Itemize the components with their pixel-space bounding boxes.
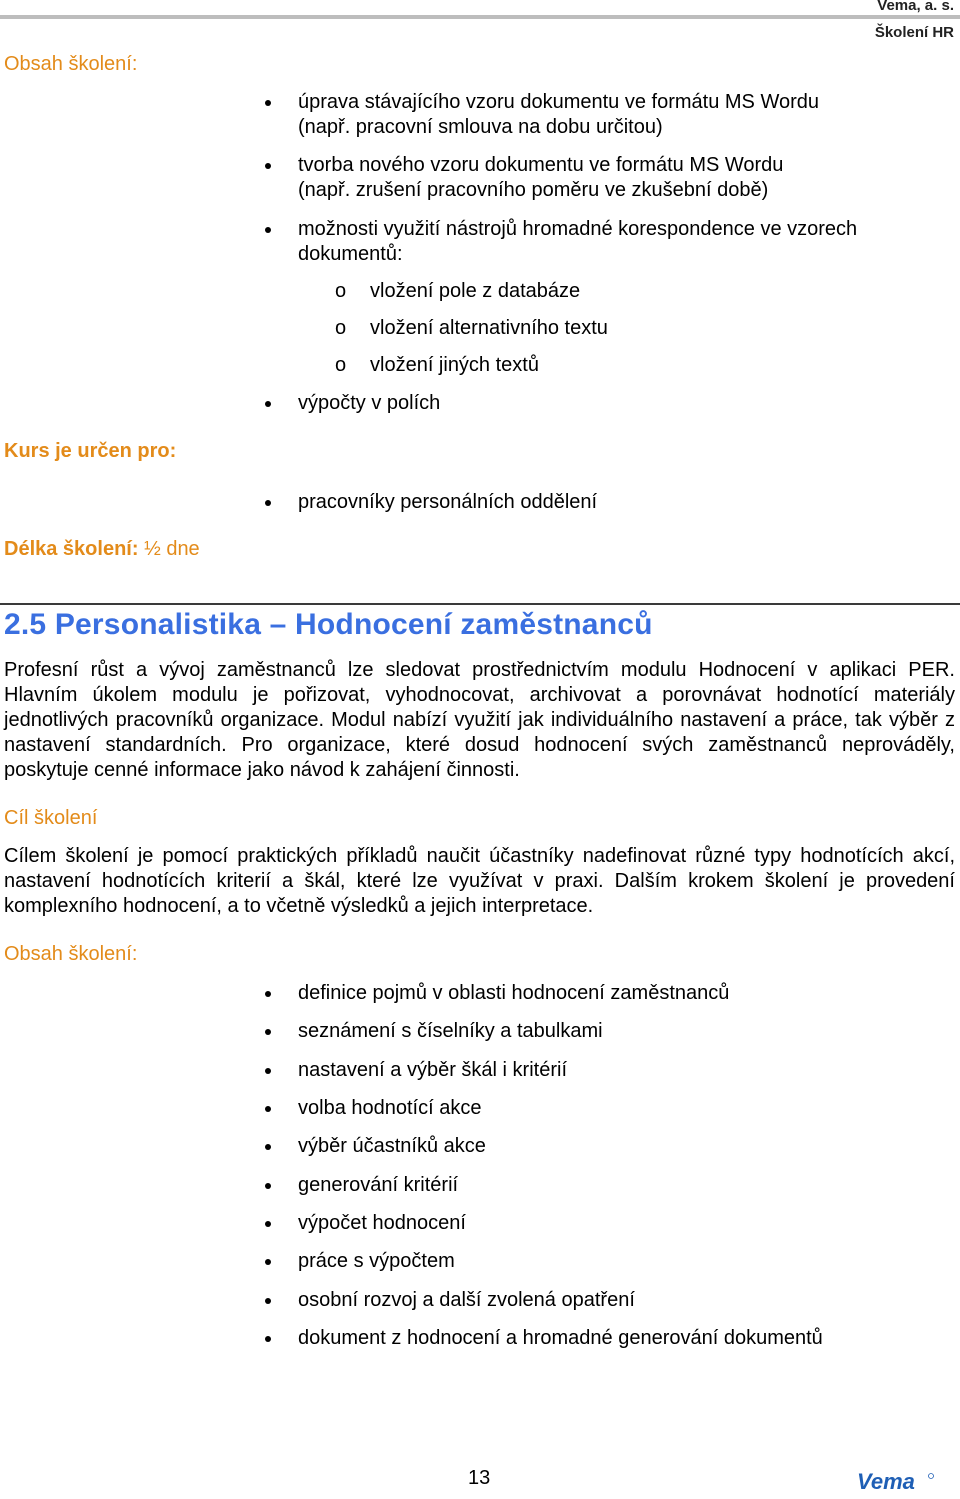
sub-list-item [0,353,960,378]
circle-bullet-icon: o [335,317,347,339]
list-item [0,90,960,140]
cil-paragraph: Cílem školení je pomocí praktických příkladů naučit účastníky nadefinovat různé typy hodnotících akcí, nastavení hodnotících kriterií a škál, které lze využívat v praxi. Dalším krokem školení je provedení komplexního hodnocení, a to včetně výsledků a jejich interpretace. [4,845,955,917]
circle-bullet-icon: o [335,354,347,376]
obsah-label-top: Obsah školení: [4,53,138,75]
bullet-icon [265,227,271,233]
section-divider [0,603,960,605]
list-item-text: volba hodnotící akce [298,1097,482,1119]
vema-logo-text: Vema [857,1470,915,1494]
list-item [0,490,960,515]
kurs-label: Kurs je určen pro: [4,440,177,462]
list-item-line2: dokumentů: [298,243,403,265]
section-title: 2.5 Personalistika – Hodnocení zaměstnanců [4,608,653,641]
delka-label: Délka školení: [4,538,139,560]
list-item [0,1019,960,1044]
list-item [0,391,960,416]
list-item [0,1249,960,1274]
page-number: 13 [468,1467,491,1489]
list-item [0,1326,960,1351]
bullet-icon [265,163,271,169]
bullet-icon [265,1183,271,1189]
obsah-label: Obsah školení: [4,943,138,965]
bullet-icon [265,991,271,997]
bullet-icon [265,1259,271,1265]
list-item-line2: (např. zrušení pracovního poměru ve zkušební době) [298,179,769,201]
bullet-icon [265,1336,271,1342]
list-item [0,1288,960,1313]
cil-label: Cíl školení [4,807,98,829]
intro-paragraph: Profesní růst a vývoj zaměstnanců lze sledovat prostřednictvím modulu Hodnocení v aplikaci PER. Hlavním úkolem modulu je pořizovat, vyhodnocovat, archivovat a porovnávat hodnotící materiály jednotlivých pracovníků organizace. Modul nabízí využití jak individuálního nastavení a práce, tak výběr z nastavení standardních. Pro organizace, které dosud hodnocení svých zaměstnanců neprováděly, poskytuje cenné informace jako návod k zahájení činnosti. [4,659,955,781]
bullet-icon [265,500,271,506]
list-item [0,1058,960,1083]
list-item-line1: úprava stávajícího vzoru dokumentu ve formátu MS Wordu [298,91,819,113]
bullet-icon [265,1221,271,1227]
list-item-text: osobní rozvoj a další zvolená opatření [298,1289,635,1311]
list-item-line1: tvorba nového vzoru dokumentu ve formátu MS Wordu [298,154,784,176]
vema-logo [855,1470,935,1499]
bullet-icon [265,1298,271,1304]
vema-logo-icon [855,1470,935,1494]
list-item-text: výpočet hodnocení [298,1212,466,1234]
sub-list-item [0,316,960,341]
list-item-text: práce s výpočtem [298,1250,455,1272]
circle-bullet-icon: o [335,280,347,302]
bullet-icon [265,1106,271,1112]
header-course: Školení HR [874,24,954,41]
list-item-text: dokument z hodnocení a hromadné generování dokumentů [298,1327,823,1349]
bullet-icon [265,401,271,407]
bullet-icon [265,100,271,106]
list-item [0,1211,960,1236]
bullet-icon [265,1144,271,1150]
list-item-text: výběr účastníků akce [298,1135,486,1157]
list-item [0,1096,960,1121]
list-item-text: generování kritérií [298,1174,459,1196]
sub-list-item-text: vložení pole z databáze [370,280,581,302]
header-rule [0,15,960,19]
header-company: Vema, a. s. [877,0,954,14]
list-item [0,217,960,267]
list-item-text: výpočty v polích [298,392,441,414]
bullet-icon [265,1068,271,1074]
list-item-text: pracovníky personálních oddělení [298,491,598,513]
sub-list-item [0,279,960,304]
list-item-text: definice pojmů v oblasti hodnocení zaměstnanců [298,982,730,1004]
delka-value: ½ dne [144,538,200,560]
list-item-line2: (např. pracovní smlouva na dobu určitou) [298,116,663,138]
list-item-text: seznámení s číselníky a tabulkami [298,1020,603,1042]
list-item [0,981,960,1006]
sub-list-item-text: vložení jiných textů [370,354,539,376]
bullet-icon [265,1029,271,1035]
sub-list-item-text: vložení alternativního textu [370,317,608,339]
list-item [0,153,960,203]
list-item-text: nastavení a výběr škál i kritérií [298,1059,567,1081]
list-item-line1: možnosti využití nástrojů hromadné korespondence ve vzorech [298,218,858,240]
list-item [0,1134,960,1159]
list-item [0,1173,960,1198]
delka-line [4,538,200,561]
